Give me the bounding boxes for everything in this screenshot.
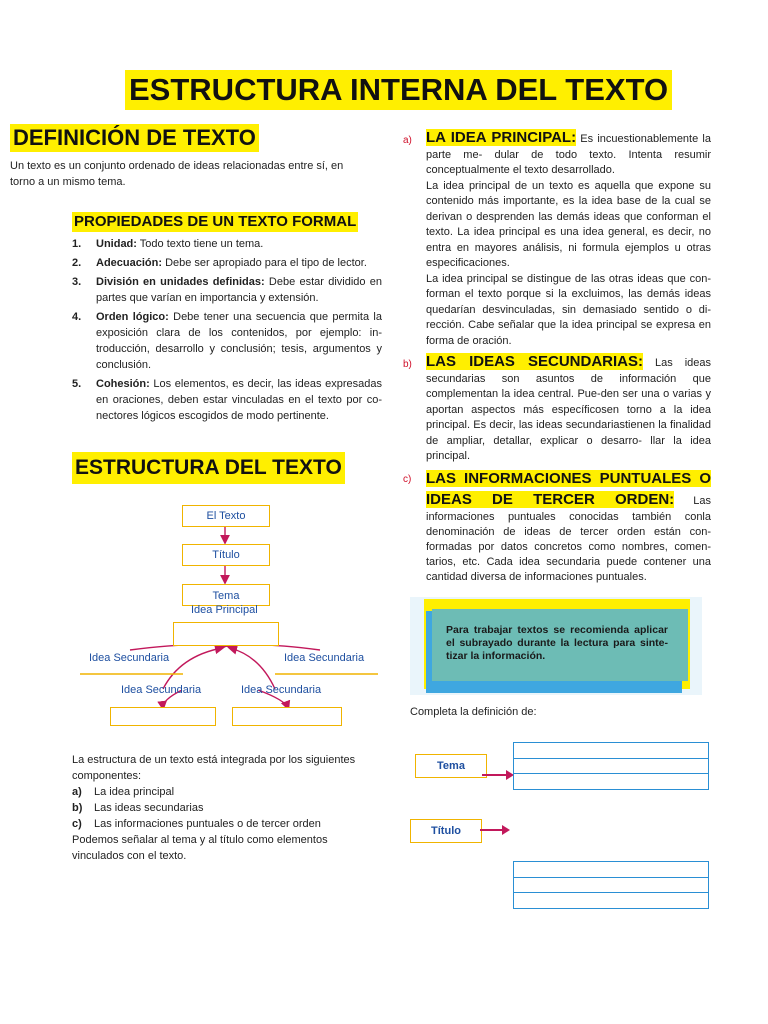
propiedades-heading: PROPIEDADES DE UN TEXTO FORMAL (74, 213, 357, 230)
list-item (72, 236, 382, 252)
label-idea-secundaria-right: Idea Secundaria (284, 652, 365, 664)
item-text: La idea principal (94, 786, 175, 798)
item-text: Debe estar dividido en partes que varían en importancia y extensión. (96, 276, 383, 304)
label-idea-secundaria-lower-right: Idea Secundaria (241, 684, 322, 696)
components-block (72, 752, 382, 864)
answer-box-titulo[interactable] (513, 861, 709, 909)
definicion-text: Un texto es un conjunto ordenado de ideas relacionadas entre sí, en torno a un mismo tema. (10, 160, 344, 188)
section-ideas-secundarias (403, 354, 711, 465)
item-text: Las ideas secundarias (94, 802, 204, 814)
section-heading: LA IDEA PRINCIPAL: (426, 129, 577, 146)
item-number: 1. (72, 238, 82, 250)
exercise-label-titulo: Título (410, 819, 482, 843)
item-text: Debe ser apropiado para el tipo de lector. (162, 257, 367, 269)
answer-line[interactable] (514, 743, 708, 759)
list-item (72, 816, 382, 832)
answer-line[interactable] (514, 893, 708, 908)
arrow-secundaria-lower-right (230, 648, 275, 689)
item-term: División en unidades definidas: (96, 276, 265, 288)
item-text: Los elementos, es decir, las ideas expresadas en oraciones, deben estar vinculadas en el texto por co- nectores lógicos escogidos de modo pertinente. (96, 378, 382, 422)
list-item (72, 255, 382, 271)
arrow-secundaria-lower-left (163, 648, 222, 689)
box-tercer-orden-left (110, 707, 216, 726)
section-lead: Las ideas secundarias son asuntos de información que complementan la idea central. Pue-den ser una o varias y aportan aspectos más específicosen torno a la idea principal. Es decir, las ideas secundariastienen la finalidad de ampliar, detallar, explicar o desarro- llar la idea principal. (426, 357, 711, 462)
list-item (72, 376, 382, 424)
arrow-titulo (480, 823, 516, 839)
estructura-heading: ESTRUCTURA DEL TEXTO (72, 452, 345, 484)
box-tema: Tema (182, 584, 270, 606)
exercise-label-tema: Tema (415, 754, 487, 778)
list-item (72, 800, 382, 816)
list-item (72, 784, 382, 800)
list-item (72, 309, 382, 373)
note-text: Para trabajar textos se recomienda aplicar el subrayado durante la lectura para sinte- tizar la información. (446, 624, 668, 662)
item-number: 2. (72, 257, 82, 269)
item-number: 5. (72, 378, 82, 390)
section-lead: Es incuestionablemente la parte me- dular de todo texto. Intenta resumir conceptualmente el texto desarrollado. (426, 133, 711, 176)
item-number: 3. (72, 276, 82, 288)
section-mark: b) (403, 359, 412, 370)
page-title: ESTRUCTURA INTERNA DEL TEXTO (125, 70, 672, 110)
components-closing: Podemos señalar al tema y al título como elementos vinculados con el texto. (72, 834, 328, 862)
box-tercer-orden-right (232, 707, 342, 726)
item-text: Todo texto tiene un tema. (136, 238, 264, 250)
section-heading: LAS IDEAS SECUNDARIAS: (426, 353, 644, 370)
note-box (410, 597, 702, 695)
propiedades-list (72, 236, 382, 427)
answer-line[interactable] (514, 878, 708, 894)
label-idea-secundaria-lower-left: Idea Secundaria (121, 684, 202, 696)
answer-line[interactable] (514, 759, 708, 775)
list-item (72, 274, 382, 306)
answer-box-tema[interactable] (513, 742, 709, 790)
item-term: Cohesión: (96, 378, 150, 390)
section-idea-principal (403, 130, 711, 349)
answer-line[interactable] (514, 862, 708, 878)
item-number: 4. (72, 311, 82, 323)
exercise-prompt: Completa la definición de: (410, 706, 537, 718)
answer-line[interactable] (514, 774, 708, 789)
section-lead: Las informaciones puntuales conocidas también conla denominación de ideas de tercer orden están con- formadas por datos concretos como nombres, comen- tarios, etc. Cada idea secundaria puede contener una cantidad diversa de informaciones puntuales. (426, 495, 711, 583)
box-titulo: Título (182, 544, 270, 566)
components-intro: La estructura de un texto está integrada por los siguientes componentes: (72, 754, 356, 782)
section-paragraph: La idea principal de un texto es aquella que expone su contenido más importante, es la idea base de la cual se derivan o desprenden las demás ideas que conforman el texto. La idea principal es una idea general, es decir, no entra en mayores análisis, ni formula ejemplos u otras especificaciones. (426, 179, 711, 269)
label-idea-secundaria-left: Idea Secundaria (89, 652, 170, 664)
item-term: Adecuación: (96, 257, 163, 269)
definicion-heading: DEFINICIÓN DE TEXTO (10, 124, 259, 152)
structure-diagram (70, 500, 390, 735)
label-idea-principal: Idea Principal (191, 604, 258, 616)
section-heading: LAS INFORMACIONES PUNTUALES O IDEAS DE TERCER ORDEN: (426, 470, 711, 508)
section-mark: c) (403, 474, 412, 485)
item-text: Debe tener una secuencia que permita la exposición clara de los contenidos, por ejemplo: in- troducción, desarrollo y conclusión; tesis, argumentos y conclusión. (96, 311, 382, 371)
box-el-texto: El Texto (182, 505, 270, 527)
section-informaciones-puntuales (403, 468, 711, 585)
section-paragraph: La idea principal se distingue de las otras ideas que con- forman el texto porque si la excluimos, las demás ideas quedarían desvinculadas, sin demasiado sentido o di- rección. Cabe señalar que la idea principal se expresa en forma de oración. (426, 272, 711, 347)
item-term: Unidad: (96, 238, 137, 250)
item-term: Orden lógico: (96, 311, 169, 323)
item-mark: a) (72, 786, 82, 798)
item-mark: c) (72, 818, 82, 830)
section-mark: a) (403, 135, 412, 146)
item-text: Las informaciones puntuales o de tercer orden (94, 818, 321, 830)
item-mark: b) (72, 802, 83, 814)
box-idea-principal (173, 622, 279, 646)
